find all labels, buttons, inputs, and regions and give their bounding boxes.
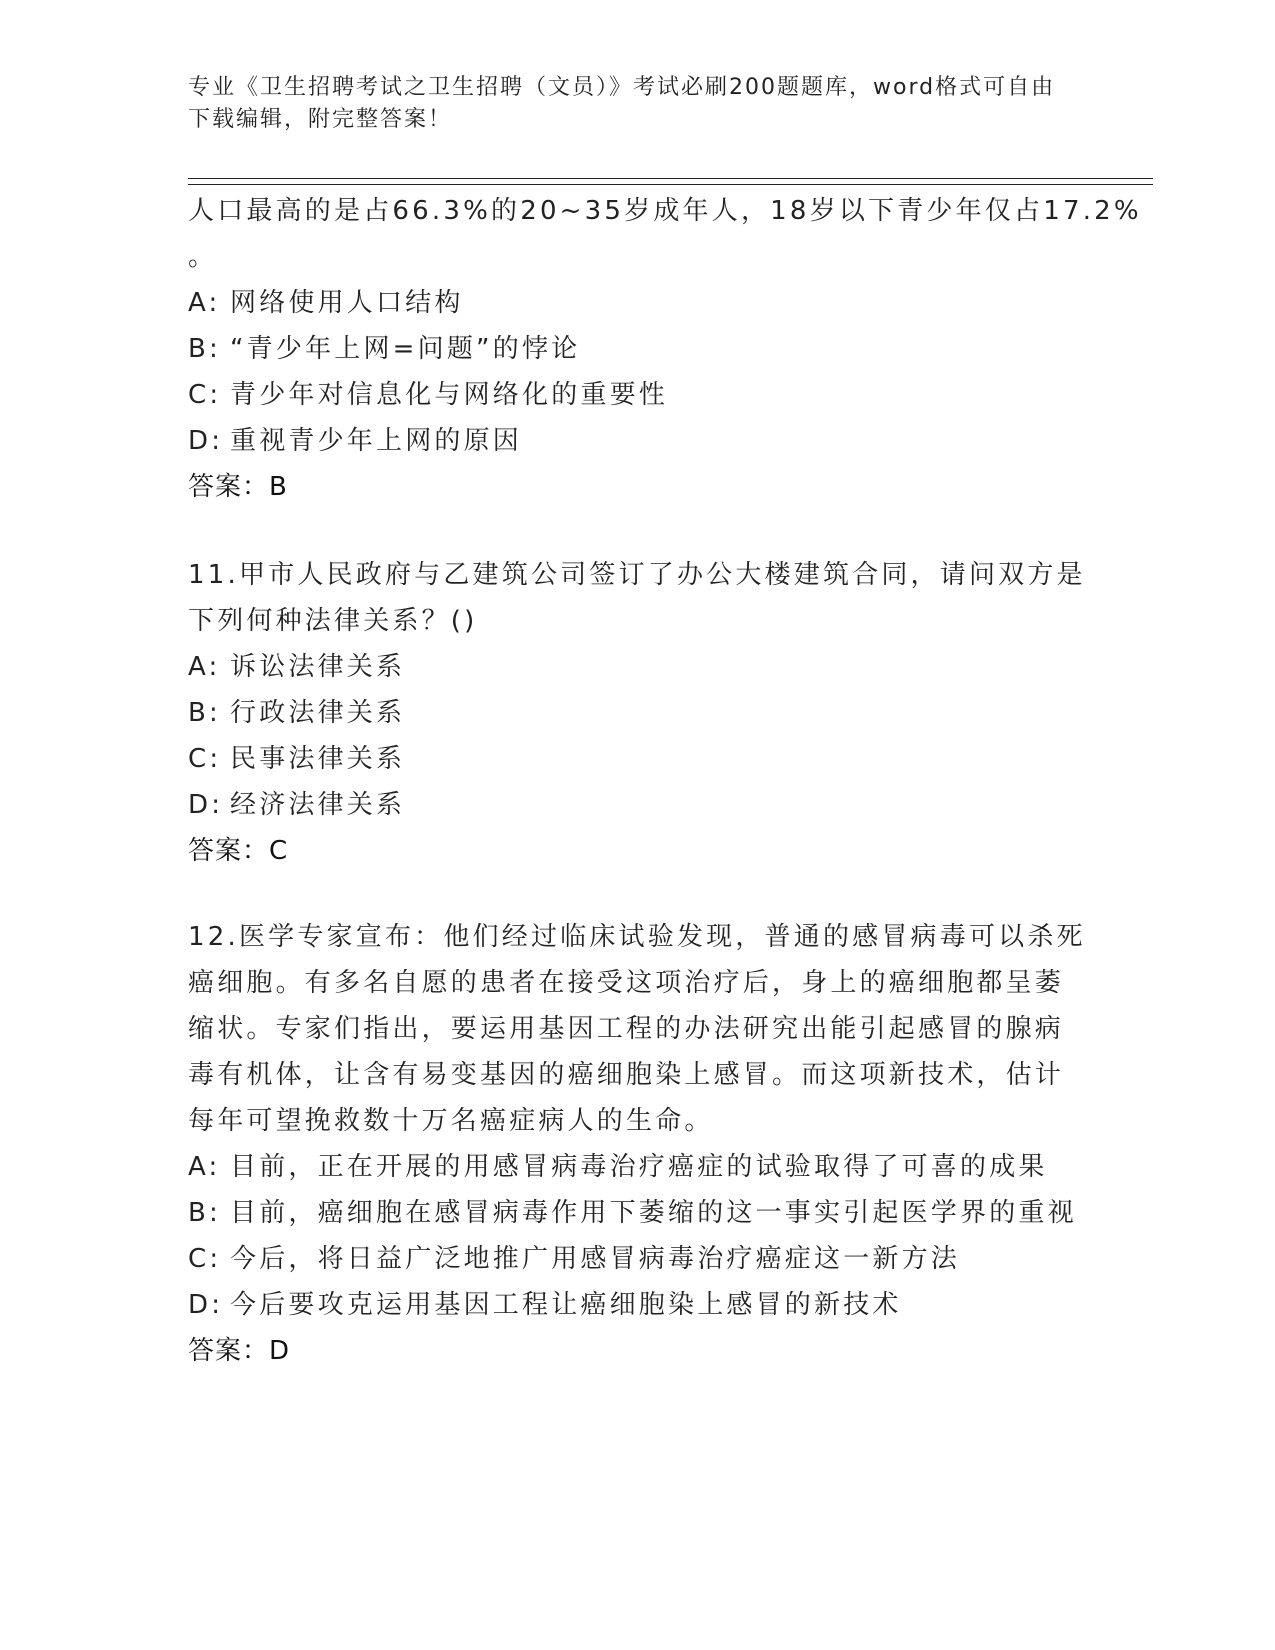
question-stem-line: 每年可望挽救数十万名癌症病人的生命。 — [188, 1106, 714, 1136]
option-text: “青少年上网=问题”的悖论 — [230, 334, 581, 364]
question-stem-line: 人口最高的是占66.3%的20~35岁成年人，18岁以下青少年仅占17.2% — [188, 196, 1142, 226]
document-header: 专业《卫生招聘考试之卫生招聘（文员）》考试必刷200题题库，word格式可自由下载编辑，附完整答案！ — [188, 75, 1056, 132]
option-text: 目前，正在开展的用感冒病毒治疗癌症的试验取得了可喜的成果 — [230, 1152, 1048, 1182]
question-stem-line: 缩状。专家们指出，要运用基因工程的办法研究出能引起感冒的腺病 — [188, 1014, 1065, 1044]
option-text: 诉讼法律关系 — [230, 652, 406, 682]
answer-line: 答案：B — [188, 472, 288, 502]
option-text: 网络使用人口结构 — [230, 288, 464, 318]
option-b — [188, 326, 1088, 372]
option-d — [188, 1282, 1088, 1328]
question-stem-line: 癌细胞。有多名自愿的患者在接受这项治疗后，身上的癌细胞都呈萎 — [188, 968, 1065, 998]
header-divider-top — [188, 178, 1153, 179]
option-text: 青少年对信息化与网络化的重要性 — [230, 380, 669, 410]
option-c — [188, 736, 1088, 782]
option-label: D: — [188, 790, 224, 820]
option-d — [188, 782, 1088, 828]
option-c — [188, 1236, 1088, 1282]
question-stem-line: 11.甲市人民政府与乙建筑公司签订了办公大楼建筑合同，请问双方是 — [188, 560, 1086, 590]
option-label: B: — [188, 1198, 221, 1228]
option-a — [188, 1144, 1088, 1190]
option-label: A: — [188, 652, 221, 682]
question-stem-line: 毒有机体，让含有易变基因的癌细胞染上感冒。而这项新技术，估计 — [188, 1060, 1065, 1090]
option-label: A: — [188, 288, 221, 318]
option-text: 重视青少年上网的原因 — [230, 426, 523, 456]
option-a — [188, 644, 1088, 690]
header-divider-bottom — [188, 184, 1153, 185]
option-label: C: — [188, 1244, 222, 1274]
option-label: C: — [188, 744, 222, 774]
question-block-11 — [188, 552, 1088, 874]
option-d — [188, 418, 1088, 464]
option-label: C: — [188, 380, 222, 410]
option-b — [188, 1190, 1088, 1236]
option-text: 今后，将日益广泛地推广用感冒病毒治疗癌症这一新方法 — [230, 1244, 961, 1274]
question-block-12 — [188, 914, 1088, 1374]
option-text: 目前，癌细胞在感冒病毒作用下萎缩的这一事实引起医学界的重视 — [230, 1198, 1077, 1228]
option-label: B: — [188, 334, 221, 364]
question-block-10 — [188, 188, 1142, 510]
option-c — [188, 372, 1088, 418]
answer-line: 答案：D — [188, 1336, 291, 1366]
option-label: D: — [188, 426, 224, 456]
option-label: B: — [188, 698, 221, 728]
option-text: 今后要攻克运用基因工程让癌细胞染上感冒的新技术 — [230, 1290, 902, 1320]
question-stem-line: 下列何种法律关系？() — [188, 606, 478, 636]
option-label: A: — [188, 1152, 221, 1182]
answer-line: 答案：C — [188, 836, 289, 866]
option-text: 民事法律关系 — [230, 744, 406, 774]
option-text: 行政法律关系 — [230, 698, 406, 728]
option-a — [188, 280, 1088, 326]
question-stem-line: 12.医学专家宣布：他们经过临床试验发现，普通的感冒病毒可以杀死 — [188, 922, 1086, 952]
option-b — [188, 690, 1088, 736]
option-text: 经济法律关系 — [230, 790, 406, 820]
question-stem-line: 。 — [188, 242, 218, 272]
option-label: D: — [188, 1290, 224, 1320]
